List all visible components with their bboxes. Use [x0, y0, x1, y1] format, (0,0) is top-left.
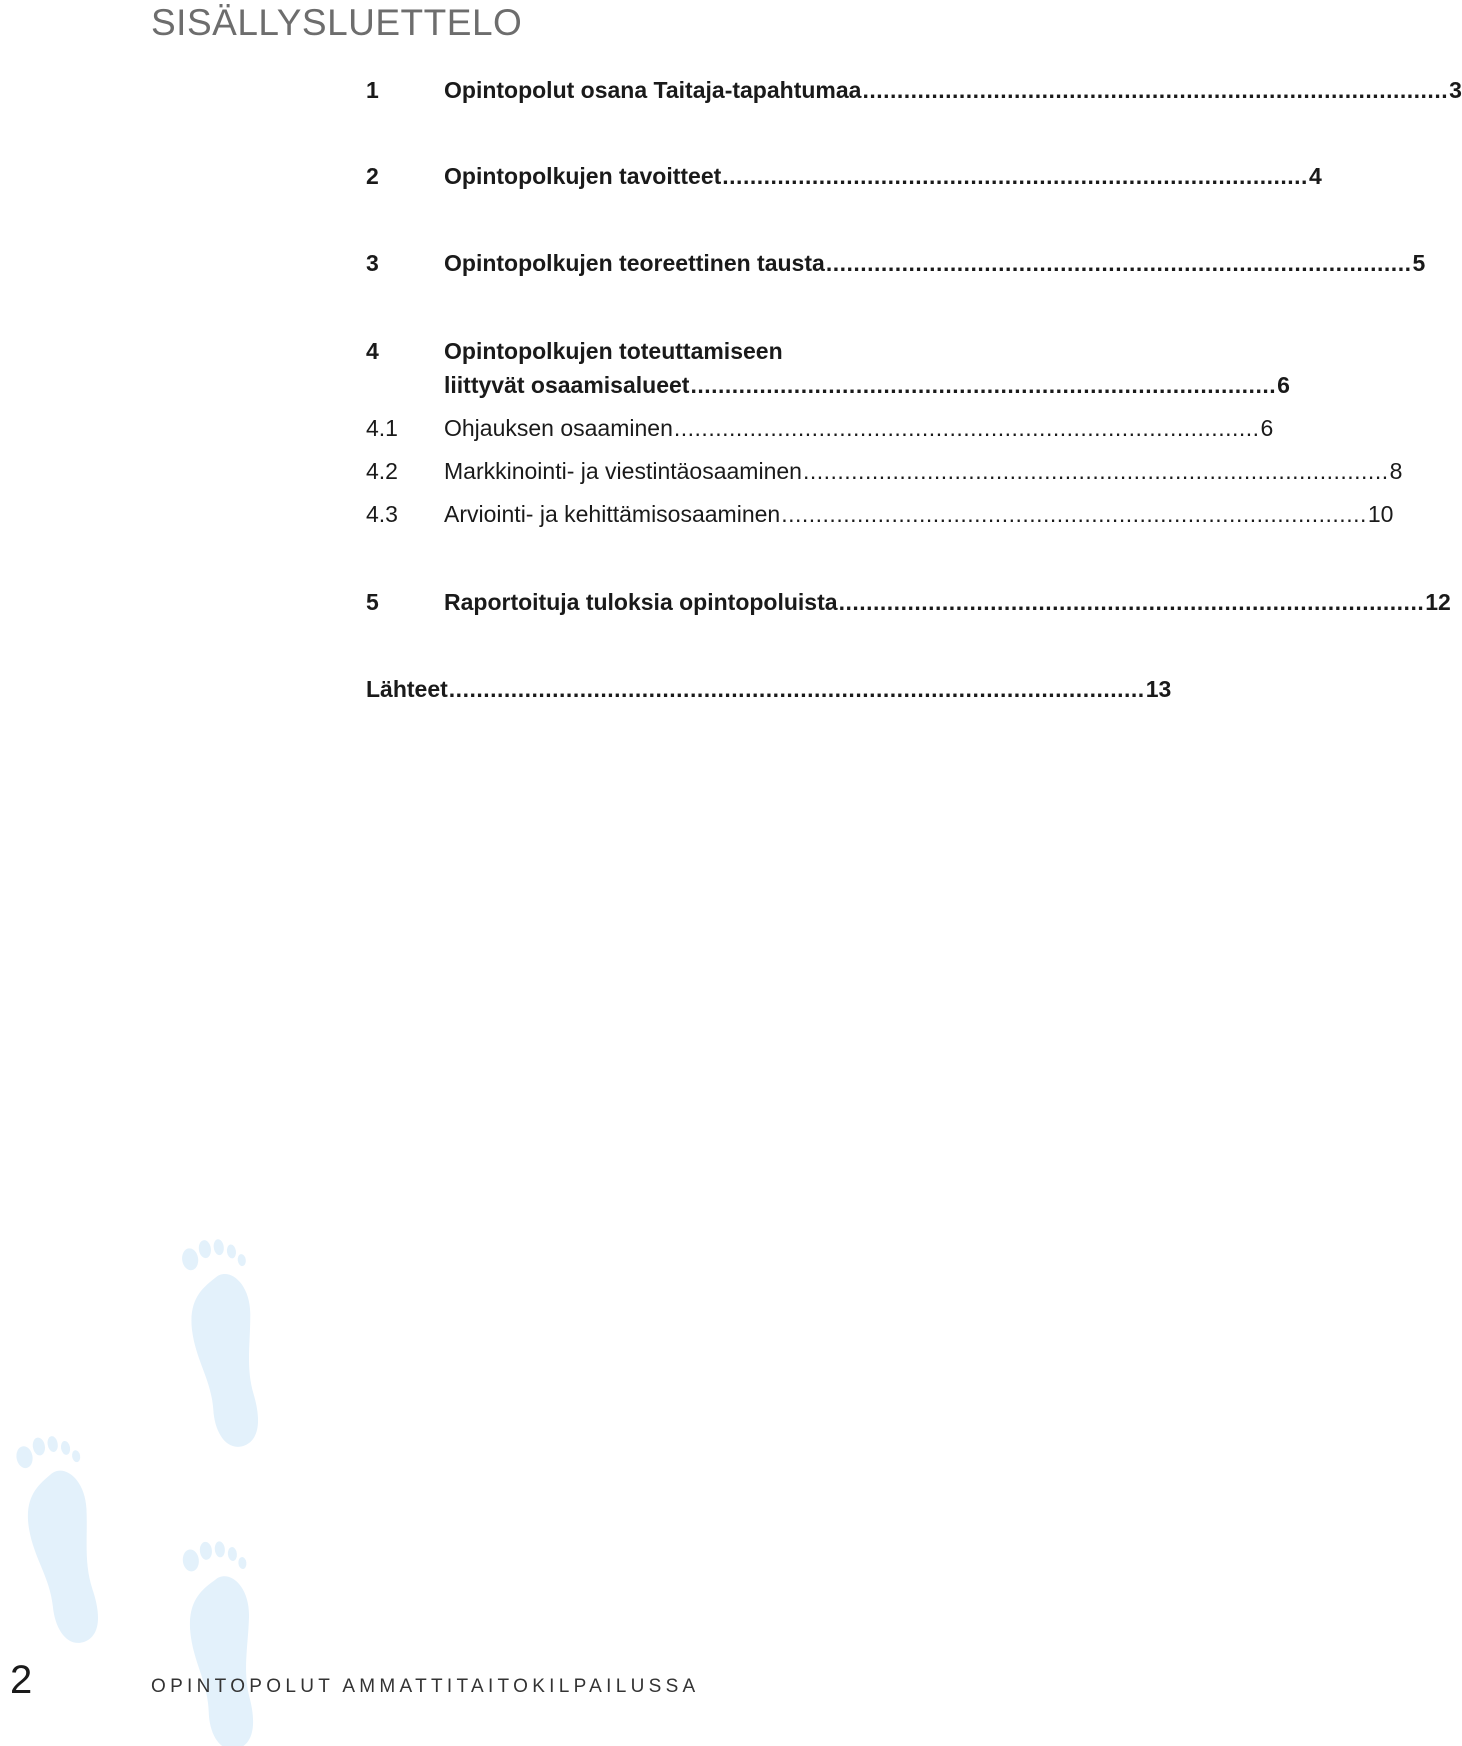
toc-entry-4-line1[interactable] [366, 337, 957, 365]
toc-page: 4 [1308, 163, 1322, 189]
toc-title: Lähteet [366, 676, 448, 702]
leader-dots: ..................................................................................... [802, 458, 1389, 484]
leader-dots: ..................................................................................... [838, 589, 1425, 615]
toc-number: 5 [366, 589, 379, 615]
footprints-decoration [0, 1220, 280, 1746]
toc-page: 3 [1449, 77, 1462, 103]
running-title: OPINTOPOLUT AMMATTITAITOKILPAILUSSA [151, 1676, 700, 1697]
page-title: SISÄLLYSLUETTELO [151, 2, 523, 43]
footprint-icon [180, 1235, 272, 1451]
page-number: 2 [10, 1658, 33, 1702]
toc-entry-1[interactable] [366, 76, 1462, 104]
toc-number: 4.3 [366, 501, 398, 527]
toc-title: Arviointi- ja kehittämisosaaminen [444, 501, 781, 527]
leader-dots: ..................................................................................... [862, 77, 1449, 103]
footprint-icon [181, 1538, 266, 1746]
toc-entry-2[interactable] [366, 162, 1322, 190]
toc-page: 8 [1389, 458, 1403, 484]
toc-entry-4-3[interactable] [366, 500, 1394, 528]
leader-dots: ..................................................................................... [825, 250, 1412, 276]
toc-page: 5 [1412, 250, 1426, 276]
toc-entry-references[interactable] [366, 675, 1172, 703]
leader-dots: ..................................................................................... [690, 372, 1277, 398]
toc-title: Markkinointi- ja viestintäosaaminen [444, 458, 802, 484]
toc-number: 1 [366, 77, 379, 103]
toc-entry-3[interactable] [366, 249, 1426, 277]
leader-dots: ..................................................................................... [781, 501, 1367, 527]
toc-page: 6 [1260, 415, 1274, 441]
toc-title: Opintopolkujen teoreettinen tausta [444, 250, 825, 276]
leader-dots: ..................................................................................... [722, 163, 1308, 189]
toc-title: Ohjauksen osaaminen [444, 415, 673, 441]
toc-number: 3 [366, 250, 379, 276]
toc-title: Raportoituja tuloksia opintopoluista [444, 589, 838, 615]
toc-title: Opintopolkujen tavoitteet [444, 163, 722, 189]
toc-title: Opintopolut osana Taitaja-tapahtumaa [444, 77, 862, 103]
toc-page: 12 [1425, 589, 1451, 615]
toc-title-line1: Opintopolkujen toteuttamiseen [444, 338, 783, 364]
footprint-icon [14, 1431, 112, 1648]
toc-title: liittyvät osaamisalueet [444, 372, 690, 398]
toc-page: 6 [1277, 372, 1290, 398]
leader-dots: ..................................................................................................... [448, 676, 1145, 702]
toc-entry-5[interactable] [366, 588, 1451, 616]
toc-entry-4-1[interactable] [366, 414, 1274, 442]
toc-page: 10 [1367, 501, 1394, 527]
toc-number: 4 [366, 338, 379, 364]
toc-number: 4.2 [366, 458, 398, 484]
toc-entry-4[interactable] [366, 371, 1290, 399]
leader-dots: ..................................................................................... [673, 415, 1260, 441]
toc-page: 13 [1145, 676, 1172, 702]
toc-number: 4.1 [366, 415, 398, 441]
toc-entry-4-2[interactable] [366, 457, 1403, 485]
toc-number: 2 [366, 163, 379, 189]
